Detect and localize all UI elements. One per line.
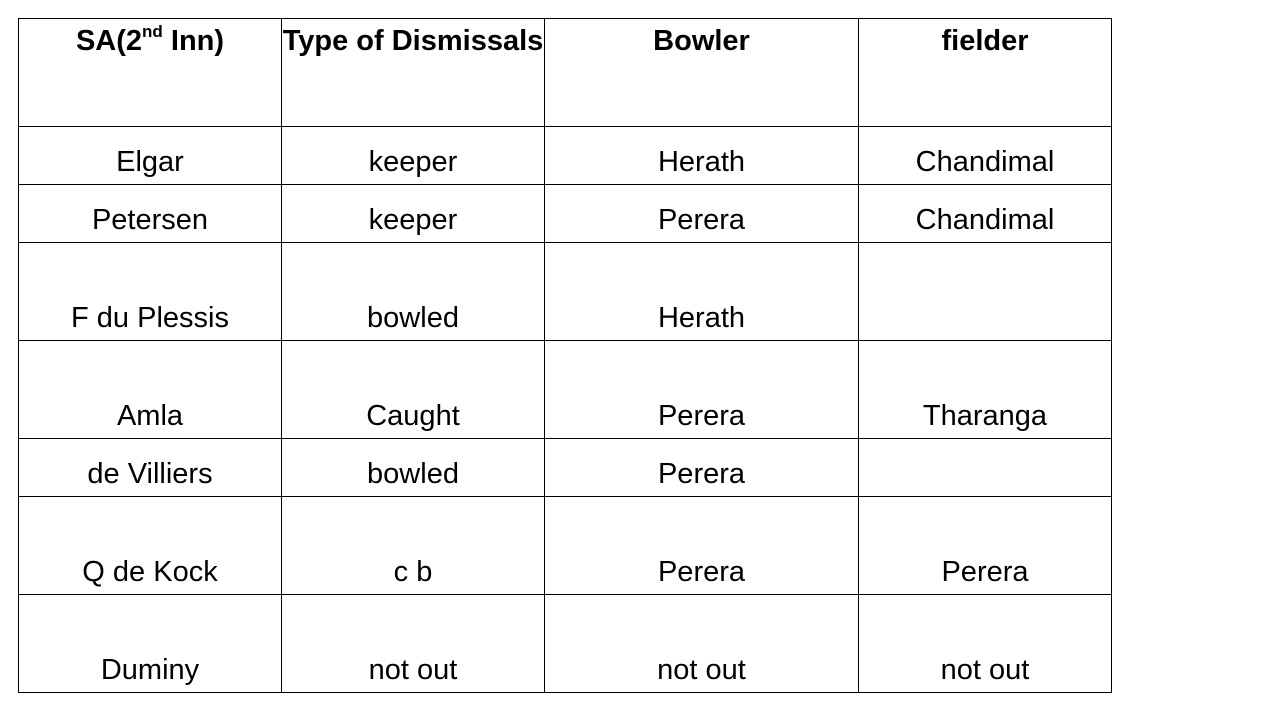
header-fielder: fielder [859,19,1112,127]
table-row [19,595,1112,693]
fielder-cell: not out [859,595,1112,693]
bowler-cell: Herath [545,243,859,341]
table-row [19,127,1112,185]
bowler-cell: Perera [545,497,859,595]
bowler-cell: not out [545,595,859,693]
dismissal-type-cell: bowled [282,439,545,497]
fielder-cell [859,243,1112,341]
batsman-cell: Duminy [19,595,282,693]
table-row [19,439,1112,497]
fielder-cell: Chandimal [859,127,1112,185]
dismissals-table [18,18,1112,693]
dismissal-type-cell: keeper [282,127,545,185]
dismissal-type-cell: bowled [282,243,545,341]
bowler-cell: Perera [545,439,859,497]
header-sa-text: SA(2 [75,25,143,57]
batsman-cell: Elgar [19,127,282,185]
header-bowler: Bowler [545,19,859,127]
table-row [19,341,1112,439]
batsman-cell: Q de Kock [19,497,282,595]
fielder-cell: Tharanga [859,341,1112,439]
bowler-cell: Herath [545,127,859,185]
batsman-cell: Amla [19,341,282,439]
batsman-cell: Petersen [19,185,282,243]
bowler-cell: Perera [545,341,859,439]
fielder-cell [859,439,1112,497]
table-row [19,497,1112,595]
dismissal-type-cell: Caught [282,341,545,439]
header-sa-2nd-inn [19,19,282,127]
header-inn-text: Inn) [162,25,225,57]
table-row [19,185,1112,243]
batsman-cell: de Villiers [19,439,282,497]
dismissal-type-cell: keeper [282,185,545,243]
table-row [19,243,1112,341]
fielder-cell: Chandimal [859,185,1112,243]
batsman-cell: F du Plessis [19,243,282,341]
dismissal-type-cell: not out [282,595,545,693]
fielder-cell: Perera [859,497,1112,595]
table-header-row [19,19,1112,127]
bowler-cell: Perera [545,185,859,243]
dismissal-type-cell: c b [282,497,545,595]
header-ordinal-suffix: nd [142,22,163,42]
header-type-of-dismissals: Type of Dismissals [282,19,545,127]
